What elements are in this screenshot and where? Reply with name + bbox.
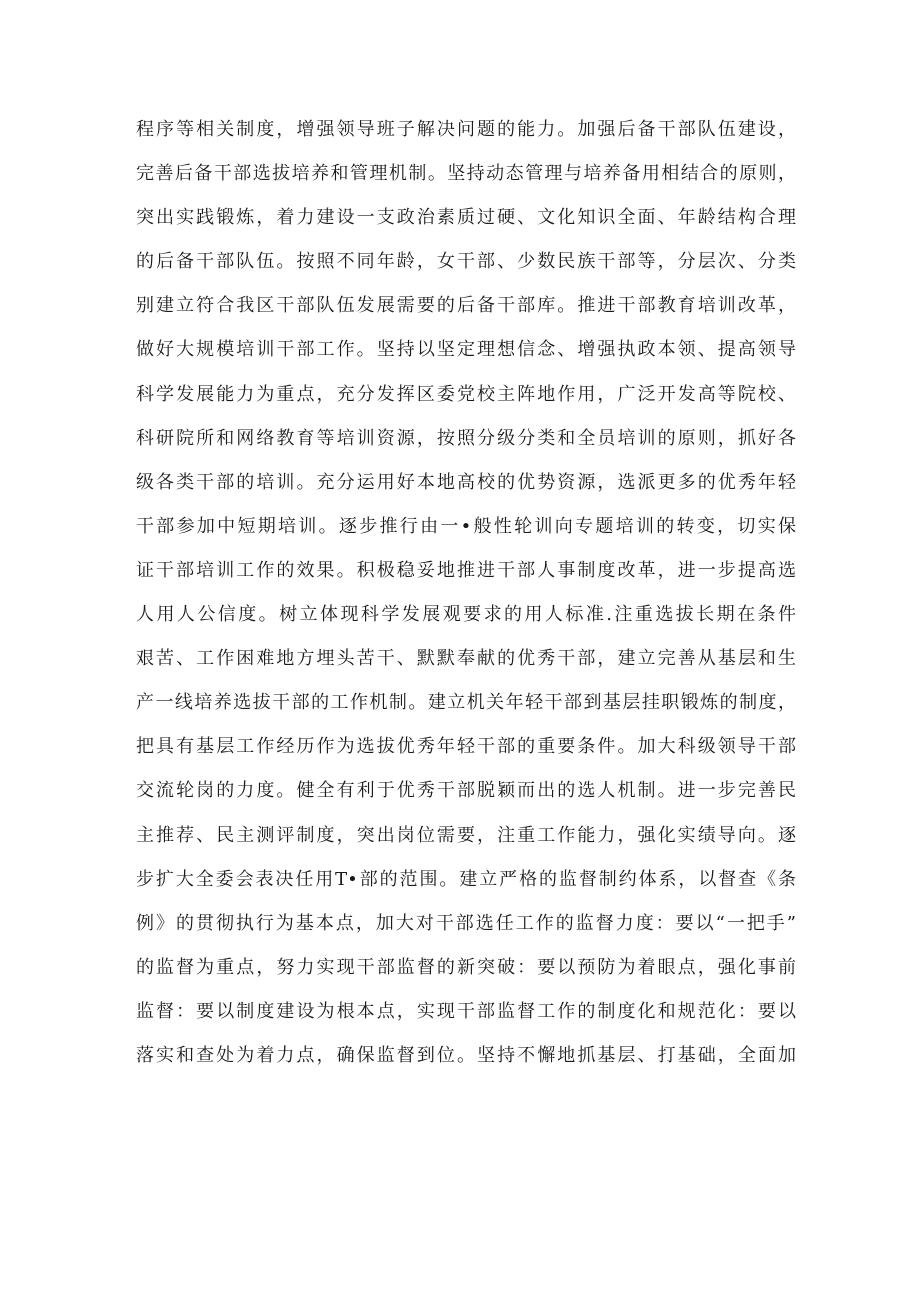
body-text — [136, 108, 796, 1078]
text-line: 突出实践锻炼，着力建设一支政治素质过硬、文化知识全面、年龄结构合理 — [136, 207, 796, 229]
text-line: 产一线培养选拔干部的工作机制。建立机关年轻干部到基层挂职锻炼的制度， — [136, 692, 796, 714]
text-line: 科研院所和网络教育等培训资源，按照分级分类和全员培训的原则，抓好各 — [136, 427, 796, 449]
text-line: 的监督为重点，努力实现干部监督的新突破：要以预防为着眼点，强化事前 — [136, 956, 796, 978]
text-line: 别建立符合我区干部队伍发展需要的后备干部库。推进干部教育培训改革， — [136, 295, 796, 317]
text-line: 监督：要以制度建设为根本点，实现干部监督工作的制度化和规范化：要以 — [136, 1000, 796, 1022]
text-line: 交流轮岗的力度。健全有利于优秀干部脱颖而出的选人机制。进一步完善民 — [136, 780, 796, 802]
text-line: 把具有基层工作经历作为选拔优秀年轻干部的重要条件。加大科级领导干部 — [136, 736, 796, 758]
text-line: 艰苦、工作困难地方埋头苦干、默默奉献的优秀干部，建立完善从基层和生 — [136, 648, 796, 670]
text-line: 做好大规模培训干部工作。坚持以坚定理想信念、增强执政本领、提高领导 — [136, 339, 796, 361]
text-line: 证干部培训工作的效果。积极稳妥地推进干部人事制度改革，进一步提高选 — [136, 559, 796, 581]
text-line: 主推荐、民主测评制度，突出岗位需要，注重工作能力，强化实绩导向。逐 — [136, 824, 796, 846]
text-line: 步扩大全委会表决任用T•部的范围。建立严格的监督制约体系，以督查《条 — [136, 868, 796, 890]
text-line: 完善后备干部选拔培养和管理机制。坚持动态管理与培养备用相结合的原则， — [136, 163, 796, 185]
text-line: 程序等相关制度，增强领导班子解决问题的能力。加强后备干部队伍建设， — [136, 119, 796, 140]
text-line: 落实和查处为着力点，确保监督到位。坚持不懈地抓基层、打基础，全面加 — [136, 1044, 796, 1066]
text-line: 科学发展能力为重点，充分发挥区委党校主阵地作用，广泛开发高等院校、 — [136, 383, 796, 405]
text-line: 例》的贯彻执行为基本点，加大对干部选任工作的监督力度：要以“一把手” — [136, 912, 796, 934]
text-line: 级各类干部的培训。充分运用好本地高校的优势资源，选派更多的优秀年轻 — [136, 471, 796, 493]
text-line: 干部参加中短期培训。逐步推行由一•般性轮训向专题培训的转变，切实保 — [136, 515, 796, 537]
text-line: 的后备干部队伍。按照不同年龄，女干部、少数民族干部等，分层次、分类 — [136, 251, 796, 273]
text-line: 人用人公信度。树立体现科学发展观要求的用人标准.注重选拔长期在条件 — [136, 604, 796, 626]
